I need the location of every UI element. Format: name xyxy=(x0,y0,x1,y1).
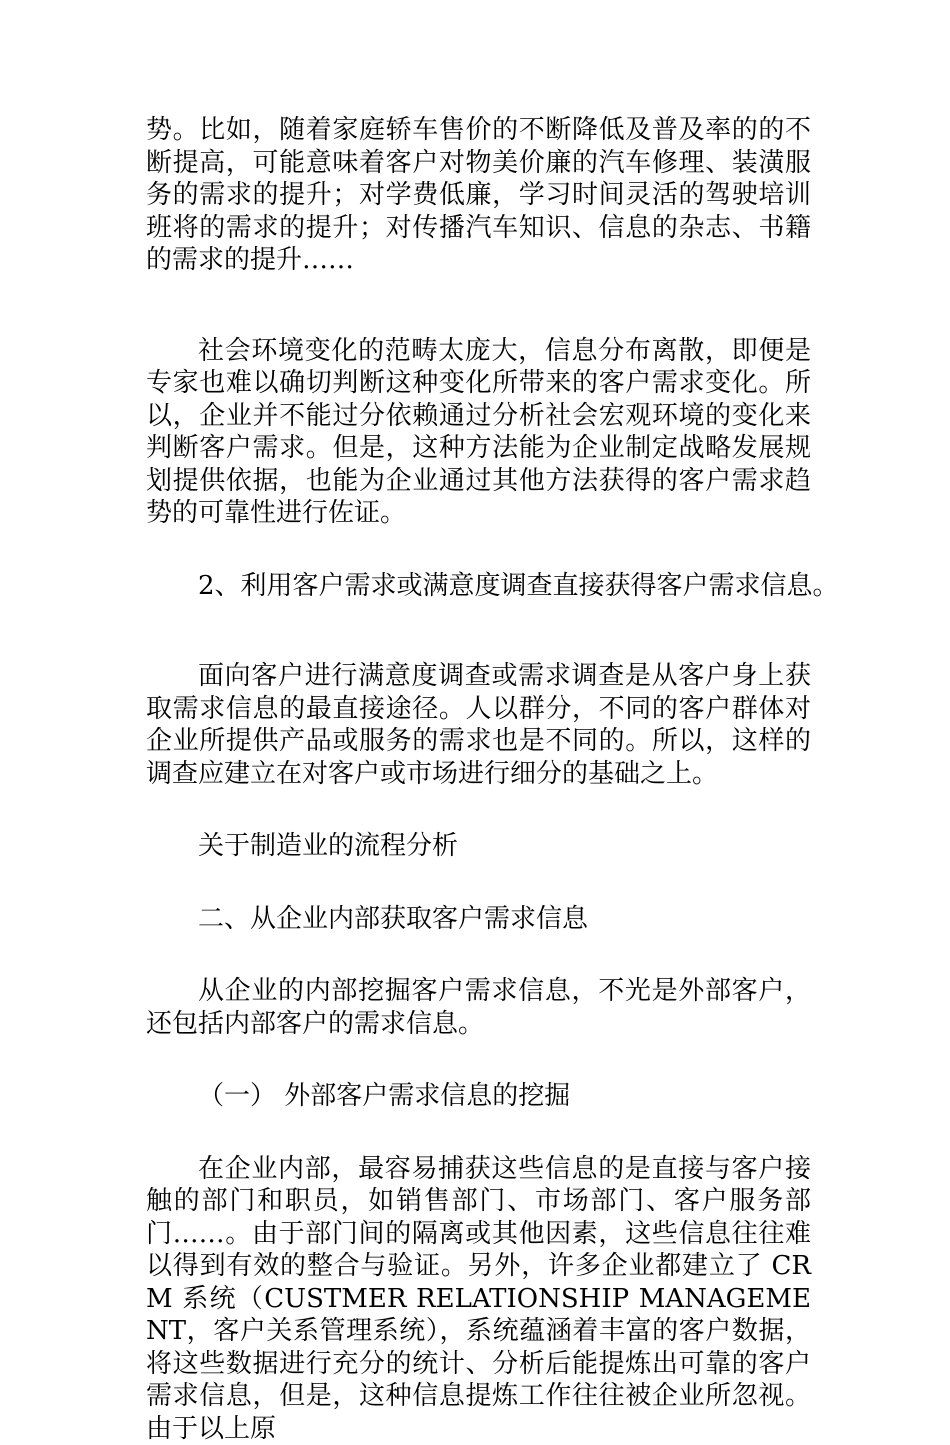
paragraph-gap xyxy=(146,530,811,570)
paragraph-gap xyxy=(146,1040,811,1080)
document-body xyxy=(146,114,811,1445)
paragraph-gap xyxy=(146,935,811,975)
paragraph-gap xyxy=(146,277,811,335)
paragraph-gap xyxy=(146,863,811,903)
paragraph-crm: 在企业内部，最容易捕获这些信息的是直接与客户接触的部门和职员，如销售部门、市场部门、客户服务部门……。由于部门间的隔离或其他因素，这些信息往往难以得到有效的整合与验证。另外，许多企业都建立了 CRM 系统（CUSTMER RELATIONSHIP MANAGEMENT，客户关系管理系统），系统蕴涵着丰富的客户数据，将这些数据进行充分的统计、分析后能提炼出可靠的客户需求信息，但是，这种信息提炼工作往往被企业所忽视。由于以上原 xyxy=(146,1153,811,1445)
paragraph-social-environment: 社会环境变化的范畴太庞大，信息分布离散，即便是专家也难以确切判断这种变化所带来的客户需求变化。所以，企业并不能过分依赖通过分析社会宏观环境的变化来判断客户需求。但是，这种方法能为企业制定战略发展规划提供依据，也能为企业通过其他方法获得的客户需求趋势的可靠性进行佐证。 xyxy=(146,335,811,530)
paragraph-internal-mining: 从企业的内部挖掘客户需求信息，不光是外部客户，还包括内部客户的需求信息。 xyxy=(146,975,811,1040)
paragraph-manufacturing-link: 关于制造业的流程分析 xyxy=(146,830,811,863)
subsection-heading-external: （一） 外部客户需求信息的挖掘 xyxy=(146,1080,811,1113)
paragraph-continued-trend: 势。比如，随着家庭轿车售价的不断降低及普及率的的不断提高，可能意味着客户对物美价廉的汽车修理、装潢服务的需求的提升；对学费低廉，学习时间灵活的驾驶培训班将的需求的提升；对传播汽车知识、信息的杂志、书籍的需求的提升…… xyxy=(146,114,811,277)
section-heading-survey: 2、利用客户需求或满意度调查直接获得客户需求信息。 xyxy=(146,570,811,603)
paragraph-gap xyxy=(146,602,811,660)
paragraph-gap xyxy=(146,790,811,830)
paragraph-gap xyxy=(146,1113,811,1153)
section-heading-internal: 二、从企业内部获取客户需求信息 xyxy=(146,903,811,936)
paragraph-customer-survey: 面向客户进行满意度调查或需求调查是从客户身上获取需求信息的最直接途径。人以群分，不同的客户群体对企业所提供产品或服务的需求也是不同的。所以，这样的调查应建立在对客户或市场进行细分的基础之上。 xyxy=(146,660,811,790)
